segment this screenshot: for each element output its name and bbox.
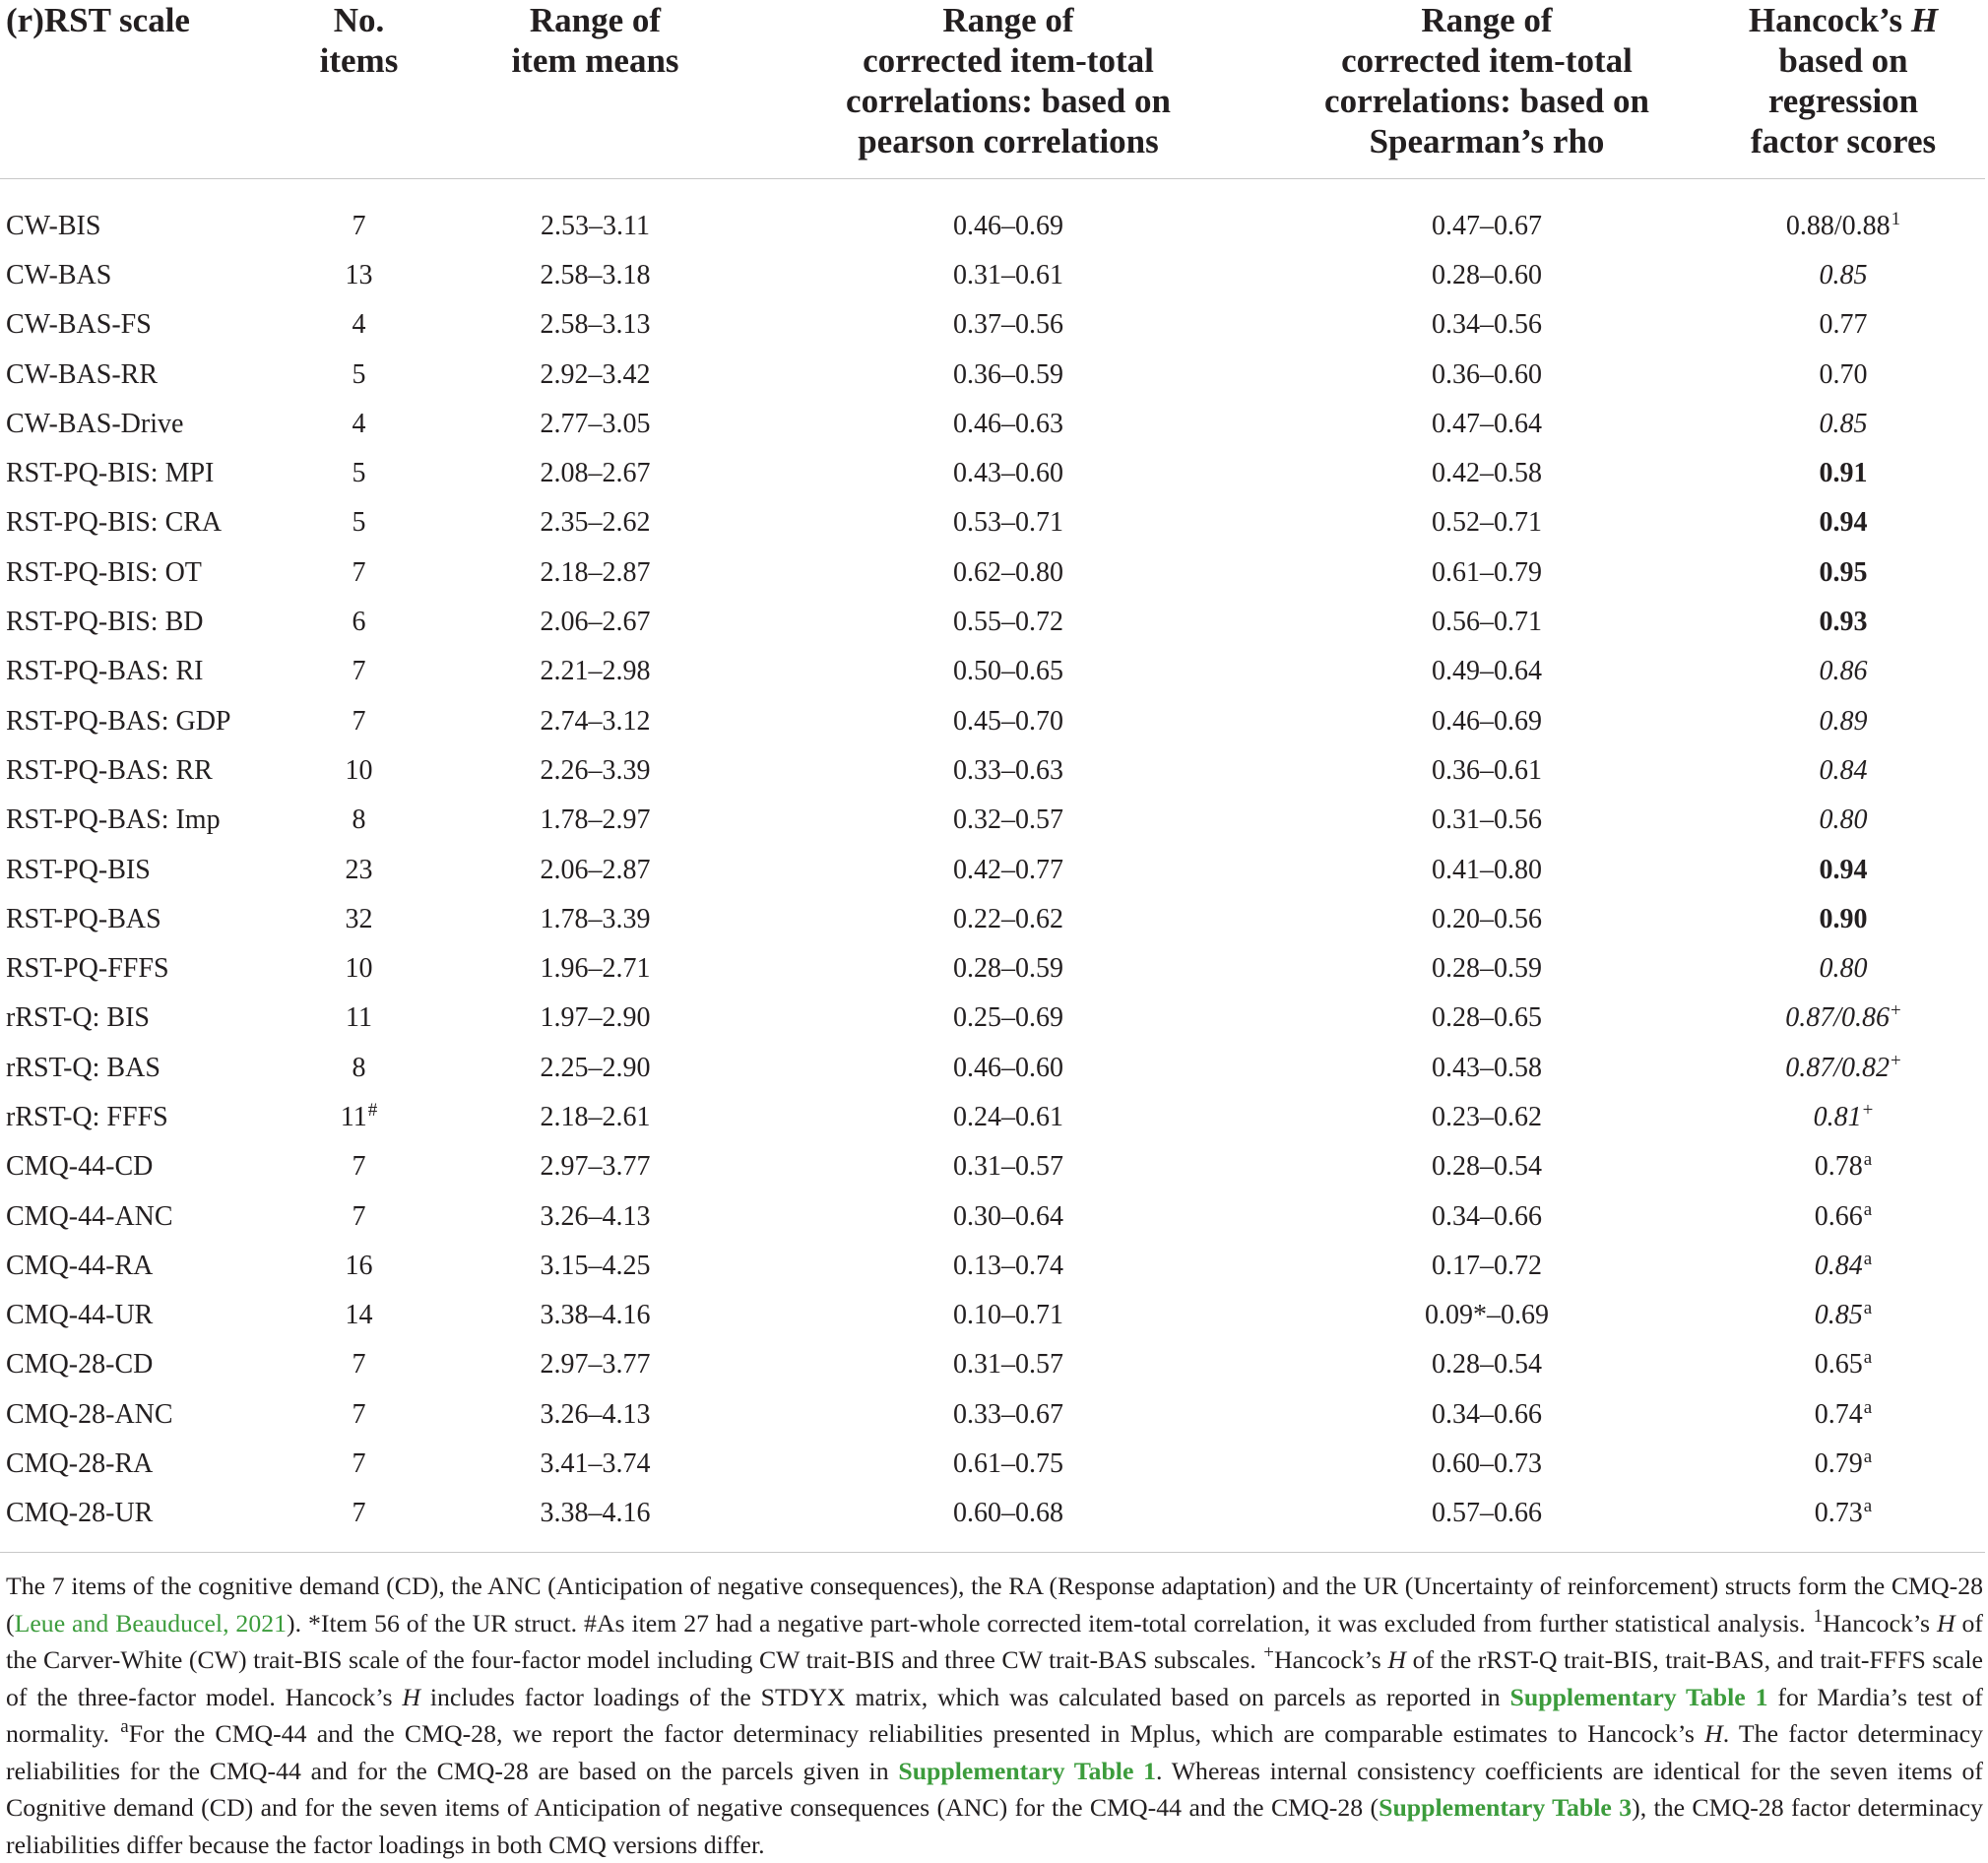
item-means-cell: 1.78–2.97 — [540, 804, 651, 836]
spearman-range-cell: 0.28–0.65 — [1432, 1002, 1542, 1034]
item-count-cell: 6 — [352, 607, 366, 638]
table-row — [0, 895, 1985, 944]
item-means-cell: 2.53–3.11 — [541, 210, 650, 241]
item-count-cell: 7 — [352, 556, 366, 588]
hancock-h-cell: 0.87/0.86+ — [1785, 1000, 1901, 1034]
pearson-range-cell: 0.46–0.60 — [953, 1052, 1063, 1083]
spearman-range-cell: 0.34–0.66 — [1432, 1398, 1542, 1430]
pearson-range-cell: 0.45–0.70 — [953, 705, 1063, 737]
pearson-range-cell: 0.50–0.65 — [953, 656, 1063, 687]
hancock-h-cell: 0.65$^a$ — [1814, 1347, 1873, 1381]
item-count-cell: 7 — [352, 1200, 366, 1232]
item-means-cell: 2.06–2.67 — [540, 607, 651, 638]
spearman-range-cell: 0.28–0.59 — [1432, 953, 1542, 985]
scale-name-cell: CMQ-28-ANC — [6, 1398, 173, 1430]
table-row — [0, 696, 1985, 745]
table-row — [0, 1093, 1985, 1142]
pearson-range-cell: 0.32–0.57 — [953, 804, 1063, 836]
table-row — [0, 796, 1985, 845]
item-means-cell: 2.97–3.77 — [540, 1151, 651, 1183]
hancock-h-cell: 0.88/0.88$^1$ — [1785, 208, 1901, 241]
item-count-cell: 4 — [352, 408, 366, 439]
hancock-h-cell: 0.78$^a$ — [1814, 1149, 1873, 1183]
pearson-range-cell: 0.33–0.67 — [953, 1398, 1063, 1430]
item-count-cell: 11 — [346, 1002, 372, 1034]
scale-name-cell: CMQ-44-ANC — [6, 1200, 173, 1232]
table-row — [0, 1242, 1985, 1291]
scale-name-cell: rRST-Q: BAS — [6, 1052, 160, 1083]
scale-name-cell: CMQ-44-CD — [6, 1151, 154, 1183]
pearson-range-cell: 0.31–0.57 — [953, 1349, 1063, 1381]
spearman-range-cell: 0.49–0.64 — [1432, 656, 1542, 687]
spearman-range-cell: 0.47–0.67 — [1432, 210, 1542, 241]
table-row — [0, 1340, 1985, 1389]
table-row — [0, 1440, 1985, 1489]
scale-name-cell: CMQ-28-UR — [6, 1498, 154, 1529]
table-row — [0, 350, 1985, 399]
scale-name-cell: RST-PQ-BIS: BD — [6, 607, 204, 638]
pearson-range-cell: 0.43–0.60 — [953, 458, 1063, 489]
spearman-range-cell: 0.23–0.62 — [1432, 1101, 1542, 1132]
header-pearson: Range of corrected item-total correlations: based on pearson correlations — [744, 0, 1272, 178]
scale-name-cell: RST-PQ-BAS: RR — [6, 754, 213, 786]
item-means-cell: 2.74–3.12 — [540, 705, 651, 737]
spearman-range-cell: 0.47–0.64 — [1432, 408, 1542, 439]
table-row — [0, 1489, 1985, 1538]
scale-name-cell: RST-PQ-BIS: CRA — [6, 507, 223, 539]
item-count-cell: 7 — [352, 210, 366, 241]
pearson-range-cell: 0.33–0.63 — [953, 754, 1063, 786]
scale-name-cell: CMQ-44-RA — [6, 1250, 154, 1281]
item-means-cell: 1.78–3.39 — [540, 903, 651, 934]
spearman-range-cell: 0.41–0.80 — [1432, 854, 1542, 885]
spearman-range-cell: 0.28–0.60 — [1432, 259, 1542, 290]
hancock-h-cell: 0.81+ — [1813, 1099, 1874, 1132]
item-count-cell: 10 — [345, 953, 373, 985]
item-count-cell: 7 — [352, 1448, 366, 1480]
spearman-range-cell: 0.31–0.56 — [1432, 804, 1542, 836]
pearson-range-cell: 0.62–0.80 — [953, 556, 1063, 588]
table-row — [0, 994, 1985, 1043]
item-means-cell: 2.08–2.67 — [540, 458, 651, 489]
table-header — [0, 0, 1985, 178]
table-row — [0, 400, 1985, 449]
spearman-range-cell: 0.57–0.66 — [1432, 1498, 1542, 1529]
item-means-cell: 2.97–3.77 — [540, 1349, 651, 1381]
hancock-h-cell: 0.95 — [1819, 556, 1868, 588]
hancock-h-cell: 0.85$^a$ — [1814, 1298, 1873, 1331]
scale-name-cell: RST-PQ-BAS: GDP — [6, 705, 231, 737]
table-row — [0, 1142, 1985, 1191]
item-count-cell: 8 — [352, 1052, 366, 1083]
table-footnote: The 7 items of the cognitive demand (CD), the ANC (Anticipation of negative consequences), the RA (Response adaptation) and the UR (Uncertainty of reinforcement) structs form the CMQ-28 (Leue and Beauducel, 2021). *Item 56 of the UR struct. #As item 27 had a negative part-whole corrected item-total correlation, it was excluded from further statistical analysis. $^1$Hancock’s H of the Carver-White (CW) trait-BIS scale of the four-factor model including CW trait-BIS and three CW trait-BAS subscales. +Hancock’s H of the rRST-Q trait-BIS, trait-BAS, and trait-FFFS scale of the three-factor model. Hancock’s H includes factor loadings of the STDYX matrix, which was calculated based on parcels as reported in Supplementary Table 1 for Mardia’s test of normality. $^a$For the CMQ-44 and the CMQ-28, we report the factor determinacy reliabilities presented in Mplus, which are comparable estimates to Hancock’s H. The factor determinacy reliabilities for the CMQ-44 and for the CMQ-28 are based on the parcels given in Supplementary Table 1. Whereas internal consistency coefficients are identical for the seven items of Cognitive demand (CD) and for the seven items of Anticipation of negative consequences (ANC) for the CMQ-44 and the CMQ-28 (Supplementary Table 3), the CMQ-28 factor determinacy reliabilities differ because the factor loadings in both CMQ versions differ. — [6, 1572, 1984, 1859]
supplementary-table-link[interactable]: Supplementary Table 1 — [898, 1756, 1157, 1785]
table-row — [0, 178, 1985, 251]
item-means-cell: 3.38–4.16 — [540, 1300, 651, 1331]
table-row — [0, 746, 1985, 796]
item-means-cell: 2.35–2.62 — [540, 507, 651, 539]
hancock-h-cell: 0.73$^a$ — [1814, 1496, 1873, 1529]
item-means-cell: 2.18–2.87 — [540, 556, 651, 588]
scale-name-cell: rRST-Q: FFFS — [6, 1101, 168, 1132]
table-row — [0, 548, 1985, 598]
item-means-cell: 2.58–3.13 — [540, 309, 651, 341]
item-count-cell: 23 — [345, 854, 373, 885]
item-means-cell: 1.97–2.90 — [540, 1002, 651, 1034]
scale-name-cell: CMQ-28-CD — [6, 1349, 154, 1381]
pearson-range-cell: 0.10–0.71 — [953, 1300, 1063, 1331]
header-spearman: Range of corrected item-total correlations: based on Spearman’s rho — [1272, 0, 1701, 178]
item-means-cell: 2.25–2.90 — [540, 1052, 651, 1083]
pearson-range-cell: 0.13–0.74 — [953, 1250, 1063, 1281]
table-row — [0, 1291, 1985, 1340]
table-body — [0, 178, 1985, 1539]
hancock-h-cell: 0.80 — [1819, 953, 1868, 985]
item-count-cell: 7 — [352, 1498, 366, 1529]
footnote-divider — [0, 1552, 1985, 1553]
pearson-range-cell: 0.24–0.61 — [953, 1101, 1063, 1132]
hancock-h-cell: 0.70 — [1819, 358, 1868, 390]
scale-name-cell: RST-PQ-BIS: OT — [6, 556, 202, 588]
item-means-cell: 3.26–4.13 — [540, 1200, 651, 1232]
scale-name-cell: RST-PQ-FFFS — [6, 953, 169, 985]
pearson-range-cell: 0.36–0.59 — [953, 358, 1063, 390]
table-row — [0, 647, 1985, 696]
spearman-range-cell: 0.17–0.72 — [1432, 1250, 1542, 1281]
pearson-range-cell: 0.22–0.62 — [953, 903, 1063, 934]
scale-name-cell: RST-PQ-BAS — [6, 903, 161, 934]
header-scale: (r)RST scale — [0, 0, 272, 178]
item-count-cell: 5 — [352, 507, 366, 539]
scale-name-cell: CW-BAS — [6, 259, 112, 290]
spearman-range-cell: 0.34–0.56 — [1432, 309, 1542, 341]
pearson-range-cell: 0.25–0.69 — [953, 1002, 1063, 1034]
spearman-range-cell: 0.36–0.60 — [1432, 358, 1542, 390]
hancock-h-cell: 0.85 — [1819, 408, 1868, 439]
spearman-range-cell: 0.61–0.79 — [1432, 556, 1542, 588]
pearson-range-cell: 0.28–0.59 — [953, 953, 1063, 985]
item-count-cell: 7 — [352, 1151, 366, 1183]
scale-name-cell: rRST-Q: BIS — [6, 1002, 151, 1034]
hancock-h-cell: 0.79$^a$ — [1814, 1446, 1873, 1480]
spearman-range-cell: 0.36–0.61 — [1432, 754, 1542, 786]
spearman-range-cell: 0.34–0.66 — [1432, 1200, 1542, 1232]
item-means-cell: 1.96–2.71 — [540, 953, 651, 985]
hancock-h-cell: 0.94 — [1819, 507, 1868, 539]
pearson-range-cell: 0.31–0.61 — [953, 259, 1063, 290]
spearman-range-cell: 0.42–0.58 — [1432, 458, 1542, 489]
item-count-cell: 11# — [340, 1099, 378, 1132]
item-count-cell: 16 — [345, 1250, 373, 1281]
scale-name-cell: CMQ-28-RA — [6, 1448, 154, 1480]
pearson-range-cell: 0.61–0.75 — [953, 1448, 1063, 1480]
table-row — [0, 251, 1985, 300]
supplementary-table-link[interactable]: Supplementary Table 3 — [1379, 1793, 1633, 1822]
citation-link[interactable]: Leue and Beauducel, 2021 — [14, 1608, 288, 1638]
hancock-h-cell: 0.66$^a$ — [1814, 1198, 1873, 1232]
scale-name-cell: CW-BAS-RR — [6, 358, 159, 390]
hancock-h-cell: 0.86 — [1819, 656, 1868, 687]
header-no-items: No. items — [272, 0, 446, 178]
hancock-h-cell: 0.85 — [1819, 259, 1868, 290]
item-count-cell: 7 — [352, 1349, 366, 1381]
hancock-h-cell: 0.84$^a$ — [1814, 1248, 1873, 1281]
item-count-cell: 5 — [352, 458, 366, 489]
item-count-cell: 5 — [352, 358, 366, 390]
item-means-cell: 3.38–4.16 — [540, 1498, 651, 1529]
hancock-h-cell: 0.93 — [1819, 607, 1868, 638]
hancock-h-cell: 0.91 — [1819, 458, 1868, 489]
hancock-h-cell: 0.87/0.82+ — [1785, 1050, 1901, 1083]
spearman-range-cell: 0.20–0.56 — [1432, 903, 1542, 934]
hancock-h-cell: 0.94 — [1819, 854, 1868, 885]
item-means-cell: 2.58–3.18 — [540, 259, 651, 290]
table-row — [0, 1044, 1985, 1093]
pearson-range-cell: 0.46–0.63 — [953, 408, 1063, 439]
pearson-range-cell: 0.30–0.64 — [953, 1200, 1063, 1232]
scale-name-cell: RST-PQ-BAS: RI — [6, 656, 204, 687]
item-count-cell: 13 — [345, 259, 373, 290]
spearman-range-cell: 0.28–0.54 — [1432, 1349, 1542, 1381]
item-count-cell: 4 — [352, 309, 366, 341]
table-row — [0, 944, 1985, 994]
item-means-cell: 3.41–3.74 — [540, 1448, 651, 1480]
pearson-range-cell: 0.46–0.69 — [953, 210, 1063, 241]
header-item-means: Range of item means — [446, 0, 744, 178]
table-row — [0, 598, 1985, 647]
scale-name-cell: CMQ-44-UR — [6, 1300, 154, 1331]
pearson-range-cell: 0.42–0.77 — [953, 854, 1063, 885]
hancock-h-cell: 0.84 — [1819, 754, 1868, 786]
spearman-range-cell: 0.56–0.71 — [1432, 607, 1542, 638]
scale-name-cell: CW-BIS — [6, 210, 101, 241]
pearson-range-cell: 0.37–0.56 — [953, 309, 1063, 341]
table-row — [0, 845, 1985, 894]
pearson-range-cell: 0.31–0.57 — [953, 1151, 1063, 1183]
item-count-cell: 7 — [352, 705, 366, 737]
item-count-cell: 32 — [345, 903, 373, 934]
spearman-range-cell: 0.43–0.58 — [1432, 1052, 1542, 1083]
item-means-cell: 2.06–2.87 — [540, 854, 651, 885]
item-means-cell: 3.26–4.13 — [540, 1398, 651, 1430]
hancock-h-cell: 0.74$^a$ — [1814, 1396, 1873, 1430]
item-count-cell: 8 — [352, 804, 366, 836]
table-row — [0, 300, 1985, 350]
spearman-range-cell: 0.52–0.71 — [1432, 507, 1542, 539]
supplementary-table-link[interactable]: Supplementary Table 1 — [1509, 1682, 1768, 1711]
spearman-range-cell: 0.60–0.73 — [1432, 1448, 1542, 1480]
item-count-cell: 10 — [345, 754, 373, 786]
item-means-cell: 2.26–3.39 — [540, 754, 651, 786]
item-means-cell: 2.18–2.61 — [540, 1101, 651, 1132]
item-means-cell: 2.92–3.42 — [540, 358, 651, 390]
scale-name-cell: CW-BAS-Drive — [6, 408, 184, 439]
hancock-h-cell: 0.90 — [1819, 903, 1868, 934]
item-means-cell: 2.77–3.05 — [540, 408, 651, 439]
pearson-range-cell: 0.55–0.72 — [953, 607, 1063, 638]
item-count-cell: 14 — [345, 1300, 373, 1331]
hancock-h-cell: 0.80 — [1819, 804, 1868, 836]
scale-name-cell: CW-BAS-FS — [6, 309, 152, 341]
table-row — [0, 449, 1985, 498]
scale-name-cell: RST-PQ-BIS: MPI — [6, 458, 215, 489]
table-row — [0, 1191, 1985, 1241]
table-row — [0, 1390, 1985, 1440]
pearson-range-cell: 0.53–0.71 — [953, 507, 1063, 539]
scale-name-cell: RST-PQ-BAS: Imp — [6, 804, 221, 836]
item-count-cell: 7 — [352, 1398, 366, 1430]
hancock-h-cell: 0.77 — [1819, 309, 1868, 341]
item-count-cell: 7 — [352, 656, 366, 687]
item-means-cell: 2.21–2.98 — [540, 656, 651, 687]
spearman-range-cell: 0.09*–0.69 — [1425, 1300, 1549, 1331]
header-hancock-h: Hancock’s H based on regression factor scores — [1701, 0, 1985, 178]
table-row — [0, 498, 1985, 547]
scale-name-cell: RST-PQ-BIS — [6, 854, 151, 885]
hancock-h-cell: 0.89 — [1819, 705, 1868, 737]
spearman-range-cell: 0.28–0.54 — [1432, 1151, 1542, 1183]
item-means-cell: 3.15–4.25 — [540, 1250, 651, 1281]
spearman-range-cell: 0.46–0.69 — [1432, 705, 1542, 737]
pearson-range-cell: 0.60–0.68 — [953, 1498, 1063, 1529]
